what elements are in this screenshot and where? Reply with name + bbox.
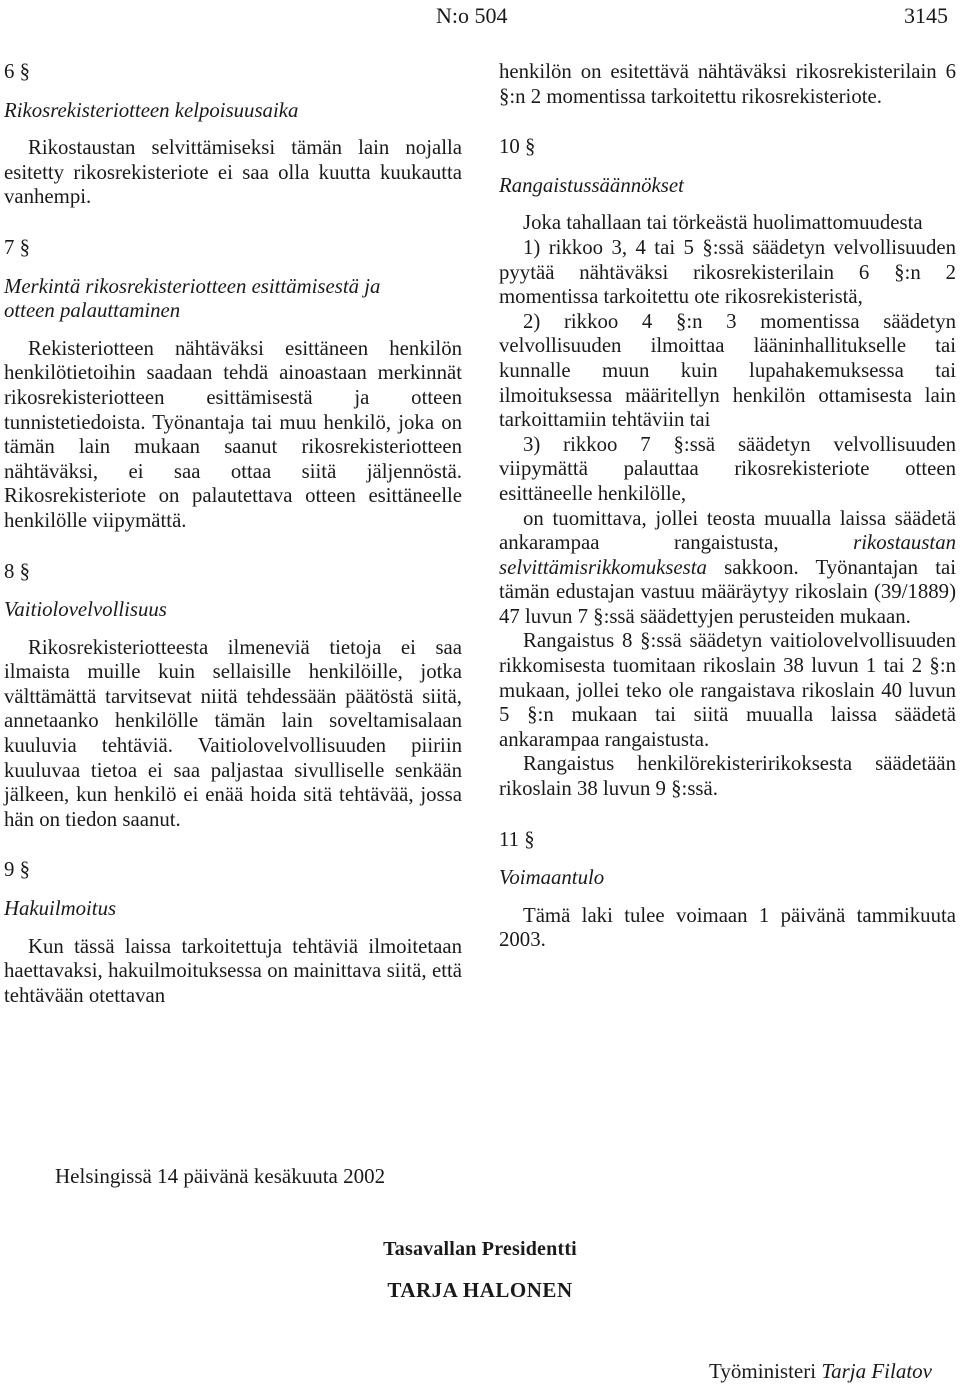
minister-signature: [709, 1359, 932, 1384]
section-7-text: Rekisteriotteen nähtäväksi esittäneen henkilön henkilötietoihin saadaan tehdä ainoastaan merkinnät rikosrekisteriotteen esittämisestä ja otteen tunnistetiedoista. Työnantaja tai muu henkilö, joka on tämän lain mukaan saanut rikosrekisteriotteen nähtäväksi, ei saa ottaa siitä jäljennöstä. Rikosrekisteriote on palautettava otteen esittäneelle henkilölle viipymättä.: [4, 336, 462, 532]
section-10-intro: Joka tahallaan tai törkeästä huolimattomuudesta: [523, 211, 923, 235]
section-10-title: Rangaistussäännökset: [499, 173, 684, 197]
section-10-penalty-b: sakkoon. Työnantajan tai tämän edustajan vastuu määräytyy rikoslain (39/1889) 47 luvun 7 §:ssä säädettyjen perusteiden mukaan.: [499, 555, 956, 628]
section-7-number: 7 §: [4, 235, 30, 259]
section-6-text: Rikostaustan selvittämiseksi tämän lain nojalla esitetty rikosrekisteriote ei saa olla kuutta kuukautta vanhempi.: [4, 136, 462, 209]
continued-text: henkilön on esitettävä nähtäväksi rikosrekisterilain 6 §:n 2 momentissa tarkoitettu rikosrekisteriote.: [499, 60, 956, 108]
section-10-item-3: 3) rikkoo 7 §:ssä säädetyn velvollisuuden viipymättä palauttaa rikosrekisteriote otteen esittäneelle henkilölle,: [499, 432, 956, 505]
president-name: TARJA HALONEN: [387, 1278, 573, 1302]
section-10-item-1: 1) rikkoo 3, 4 tai 5 §:ssä säädetyn velvollisuuden pyytää nähtäväksi rikosrekisterilain 6 §:n 2 momentissa tarkoitettu ote rikosrekisteristä,: [499, 235, 956, 309]
section-6-title: Rikosrekisteriotteen kelpoisuusaika: [4, 98, 299, 122]
section-8-title: Vaitiolovelvollisuus: [4, 598, 167, 622]
section-10-penalty-a: on tuomittava, jollei teosta muualla laissa säädetä ankarampaa rangaistusta,: [499, 506, 956, 555]
section-8-text: Rikosrekisteriotteesta ilmeneviä tietoja ei saa ilmaista muille kuin sellaisille henkilöille, jotka välttämättä tarvitsevat niitä tehdessään päätöstä siitä, annetaanko henkilölle tämän lain soveltamisalaan kuuluvia tehtäviä. Vaitiolovelvollisuuden piiriin kuuluvaa tietoa ei saa paljastaa sivulliselle senkään jälkeen, kun henkilö ei enää hoida sitä tehtävää, jossa hän on tiedon saanut.: [4, 635, 462, 831]
minister-name: Tarja Filatov: [821, 1359, 932, 1383]
page-number: 3145: [904, 3, 948, 28]
section-11-title: Voimaantulo: [499, 866, 605, 890]
minister-title: Työministeri: [709, 1359, 817, 1383]
president-title: Tasavallan Presidentti: [383, 1238, 577, 1260]
section-11-text: Tämä laki tulee voimaan 1 päivänä tammikuuta 2003.: [499, 903, 956, 952]
left-column: [4, 60, 462, 1008]
section-10-penalty: [499, 507, 956, 630]
offense-name: rikostaustan selvittämisrikkomuksesta: [499, 531, 956, 579]
section-9-number: 9 §: [4, 858, 30, 882]
place-and-date: Helsingissä 14 päivänä kesäkuuta 2002: [55, 1164, 386, 1188]
section-9-text: Kun tässä laissa tarkoitettuja tehtäviä ilmoitetaan haettavaksi, hakuilmoituksessa on mainittava siitä, että tehtävään otettavan: [4, 934, 462, 1007]
right-column: [499, 60, 956, 953]
section-10-confidentiality-penalty: Rangaistus 8 §:ssä säädetyn vaitiolovelvollisuuden rikkomisesta tuomitaan rikoslain 38 luvun 1 tai 2 §:n mukaan, jollei teko ole rangaistava rikoslain 40 luvun 5 §:n mukaan tai siitä muualla laissa säädetä ankarampaa rangaistusta.: [499, 629, 956, 751]
section-10-number: 10 §: [499, 135, 536, 159]
section-8-number: 8 §: [4, 559, 30, 583]
section-11-number: 11 §: [499, 827, 535, 851]
section-9-title: Hakuilmoitus: [4, 897, 117, 921]
section-7-title-line2: otteen palauttaminen: [4, 299, 181, 323]
section-10-register-offense: Rangaistus henkilörekisteririkoksesta säädetään rikoslain 38 luvun 9 §:ssä.: [499, 752, 956, 801]
page-header: [0, 0, 960, 30]
statute-number: N:o 504: [436, 3, 508, 28]
section-10-item-2: 2) rikkoo 4 §:n 3 momentissa säädetyn velvollisuuden ilmoittaa lääninhallitukselle tai kunnalle muun kuin lupahakemuksessa tai ilmoituksessa määritellyn henkilön ottamisesta lain tarkoittamiin tehtäviin tai: [499, 309, 956, 432]
section-6-number: 6 §: [4, 60, 30, 83]
section-7-title-line1: Merkintä rikosrekisteriotteen esittämisestä ja: [4, 274, 381, 298]
